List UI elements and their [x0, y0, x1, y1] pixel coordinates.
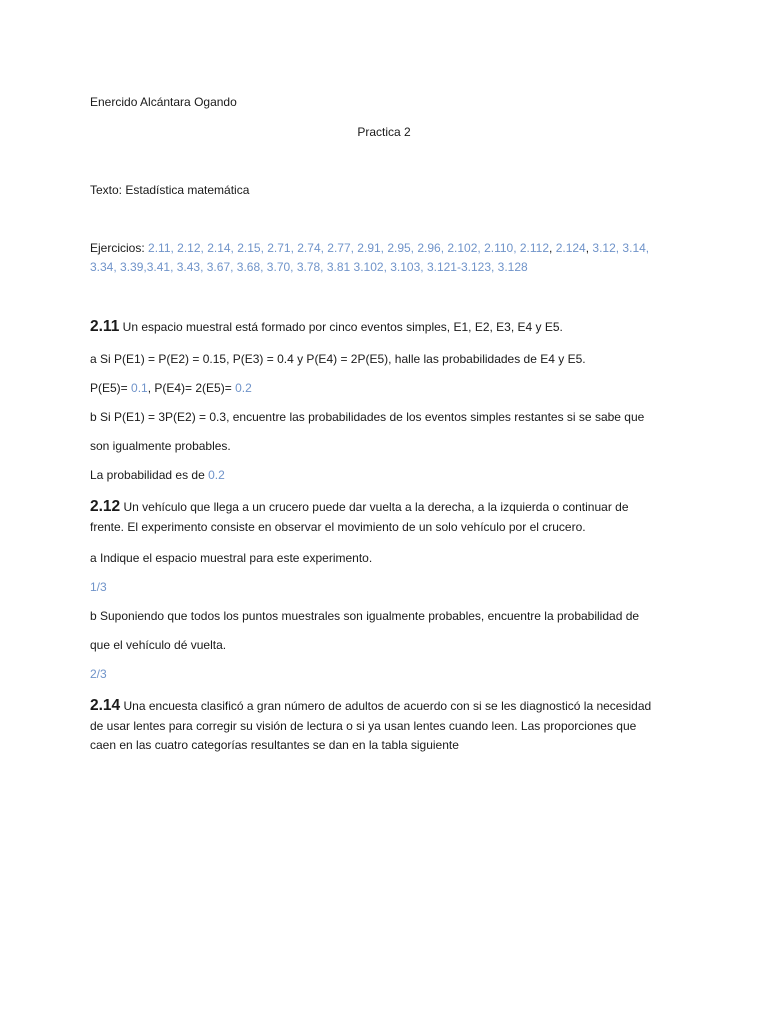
exercise-list-label: Ejercicios:	[90, 241, 145, 255]
exercise-text: Una encuesta clasificó a gran número de adultos de acuerdo con si se les diagnosticó la necesidad	[120, 699, 652, 713]
exercise-list-line-1	[90, 240, 649, 256]
exercise-2-12-statement-line-1	[90, 499, 629, 515]
exercise-list-line-2: 3.34, 3.39,3.41, 3.43, 3.67, 3.68, 3.70, 3.78, 3.81 3.102, 3.103, 3.121-3.123, 3.128	[90, 260, 528, 274]
exercise-text: Un vehículo que llega a un crucero puede dar vuelta a la derecha, a la izquierda o continuar de	[120, 500, 629, 514]
exercise-2-11-answer-b	[90, 467, 225, 483]
exercise-2-11-part-b-line-1: b Si P(E1) = 3P(E2) = 0.3, encuentre las probabilidades de los eventos simples restantes si se sabe que	[90, 410, 645, 424]
exercise-2-12-part-a: a Indique el espacio muestral para este experimento.	[90, 551, 373, 565]
exercise-2-12-answer-a: 1/3	[90, 580, 107, 594]
answer-label: P(E5)=	[90, 381, 132, 395]
exercise-2-14-statement-line-2: de usar lentes para corregir su visión de lectura o si ya usan lentes cuando leen. Las proporciones que	[90, 719, 637, 733]
answer-label: , P(E4)= 2(E5)=	[147, 381, 236, 395]
exercise-2-12-statement-line-2: frente. El experimento consiste en observar el movimiento de un solo vehículo por el crucero.	[90, 520, 586, 534]
exercise-list-part-2: 2.124	[555, 241, 586, 255]
exercise-2-11-part-b-line-2: son igualmente probables.	[90, 439, 231, 453]
textbook-reference: Texto: Estadística matemática	[90, 183, 250, 197]
author-name: Enercido Alcántara Ogando	[90, 95, 237, 109]
exercise-2-12-answer-b: 2/3	[90, 667, 107, 681]
exercise-list-part-3: 3.12, 3.14,	[592, 241, 650, 255]
exercise-list-sep-2: ,	[585, 241, 593, 255]
exercise-2-11-answer-a	[90, 380, 252, 396]
exercise-2-12-part-b-line-1: b Suponiendo que todos los puntos muestrales son igualmente probables, encuentre la probabilidad de	[90, 609, 640, 623]
answer-label: La probabilidad es de	[90, 468, 209, 482]
exercise-list-part-1: 2.11, 2.12, 2.14, 2.15, 2.71, 2.74, 2.77, 2.91, 2.95, 2.96, 2.102, 2.110, 2.112	[148, 241, 550, 255]
exercise-2-14-statement-line-1	[90, 698, 651, 714]
exercise-2-14-statement-line-3: caen en las cuatro categorías resultantes se dan en la tabla siguiente	[90, 738, 459, 752]
exercise-2-11-part-a: a Si P(E1) = P(E2) = 0.15, P(E3) = 0.4 y P(E4) = 2P(E5), halle las probabilidades de E4 y E5.	[90, 352, 586, 366]
exercise-number: 2.11	[90, 318, 120, 335]
exercise-number: 2.12	[90, 498, 121, 515]
exercise-list-sep-1: ,	[549, 241, 556, 255]
exercise-2-11-statement	[90, 319, 563, 335]
answer-value: 0.1	[131, 381, 148, 395]
exercise-number: 2.14	[90, 697, 121, 714]
document-title: Practica 2	[357, 125, 411, 139]
answer-value: 0.2	[208, 468, 225, 482]
exercise-2-12-part-b-line-2: que el vehículo dé vuelta.	[90, 638, 227, 652]
answer-value: 0.2	[235, 381, 252, 395]
exercise-text: Un espacio muestral está formado por cinco eventos simples, E1, E2, E3, E4 y E5.	[119, 320, 563, 334]
